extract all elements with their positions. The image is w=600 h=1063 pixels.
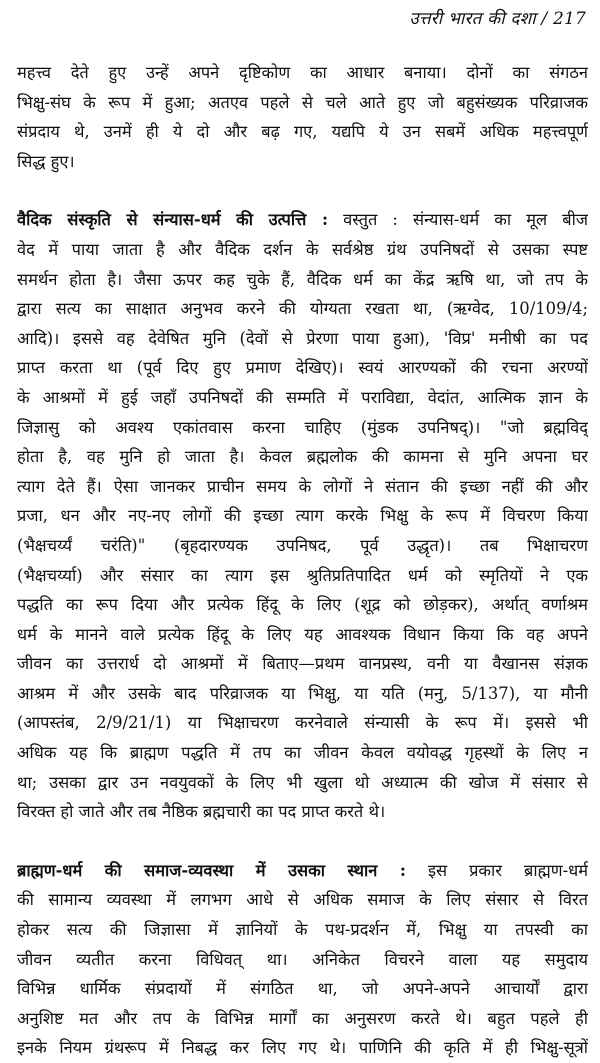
text-line-with-heading [17, 856, 588, 886]
body-text [17, 58, 588, 1063]
text-line: वेद में पाया जाता है और वैदिक दर्शन के सर्वश्रेष्ठ ग्रंथ उपनिषदों से उसका स्पष्ट [17, 239, 588, 259]
text-line: (भैक्षचर्य्यं चरंति)" (बृहदारण्यक उपनिषद, पूर्व उद्धृत)। तब भिक्षाचरण [17, 535, 588, 555]
text-line: विभिन्न धार्मिक संप्रदायों में संगठित था, जो अपने-अपने आचार्यों द्वारा [17, 979, 588, 999]
text-line: संप्रदाय थे, उनमें ही ये दो और बढ़ गए, यद्यपि ये उन सबमें अधिक महत्त्वपूर्ण [17, 122, 588, 142]
text-line: जीवन का उत्तरार्ध दो आश्रमों में बिताए—प्रथम वानप्रस्थ, वनी या वैखानस संज्ञक [17, 654, 588, 674]
text-line: द्वारा सत्य का साक्षात अनुभव करने की योग्यता रखता था, (ऋग्वेद, 10/109/4; [17, 299, 588, 319]
text-line: प्रजा, धन और नए-नए लोगों की इच्छा त्याग करके भिक्षु के रूप में विचरण किया [17, 506, 588, 526]
text-line: जिज्ञासु को अवश्य एकांतवास करना चाहिए (मुंडक उपनिषद्)। "जो ब्रह्मविद् [17, 417, 588, 437]
text-line: अनुशिष्ट मत और तप के विभिन्न मार्गों का अनुसरण करते थे। बहुत पहले ही [17, 1008, 588, 1028]
paragraph-3 [17, 856, 588, 1063]
text-line: अधिक यह कि ब्राह्मण पद्धति में तप का जीवन केवल वयोवद्ध गृहस्थों के लिए न [17, 743, 588, 763]
text-line: पद्धति का रूप दिया और प्रत्येक हिंदू के लिए (शूद्र को छोड़कर), अर्थात् वर्णाश्रम [17, 595, 588, 615]
text-line: विरक्त हो जाते और तब नैष्ठिक ब्रह्मचारी का पद प्राप्त करते थे। [17, 802, 386, 822]
text-line: था; उसका द्वार उन नवयुवकों के लिए भी खुला थो अध्यात्म की खोज में संसार से [17, 772, 588, 792]
text-line: आश्रम में और उसके बाद परिव्राजक या भिक्षु, या यति (मनु, 5/137), या मौनी [17, 683, 588, 703]
text-line: (भैक्षचर्य्या) और संसार का त्याग इस श्रुतिप्रतिपादित धर्म को स्मृतियों ने एक [17, 565, 588, 585]
text-line: जीवन व्यतीत करना विधिवत् था। अनिकेत विचरने वाला यह समुदाय [17, 949, 588, 969]
paragraph-gap [17, 827, 588, 856]
text-line: के आश्रमों में हुई जहाँ उपनिषदों की सम्मति में पराविद्या, वेदांत, आत्मिक ज्ञान के [17, 387, 588, 407]
text-line: होता है, वह मुनि हो जाता है। केवल ब्रह्मलोक की कामना से मुनि अपना घर [17, 447, 588, 467]
text-line: धर्म के मानने वाले प्रत्येक हिंदू के लिए यह आवश्यक विधान किया कि वह अपने [17, 624, 588, 644]
heading-line-rest: वस्तुत : संन्यास-धर्म का मूल बीज [328, 210, 588, 230]
text-line: होकर सत्य की जिज्ञासा में ज्ञानियों के पथ-प्रदर्शन में, भिक्षु या तपस्वी का [17, 920, 588, 940]
text-line: समर्थन होता है। जैसा ऊपर कह चुके हैं, वैदिक धर्म का केंद्र ऋषि था, जो तप के [17, 269, 588, 289]
running-header: उत्तरी भारत की दशा / 217 [409, 9, 586, 29]
paragraph-gap [17, 176, 588, 205]
heading-line-rest: इस प्रकार ब्राह्मण-धर्म [405, 860, 588, 880]
paragraph-2 [17, 205, 588, 826]
text-line: महत्त्व देते हुए उन्हें अपने दृष्टिकोण का आधार बनाया। दोनों का संगठन [17, 63, 588, 82]
paragraph-1 [17, 58, 588, 176]
text-line: (आपस्तंब, 2/9/21/1) या भिक्षाचरण करनेवाले संन्यासी के रूप में। इससे भी [17, 713, 588, 733]
section-heading: वैदिक संस्कृति से संन्यास-धर्म की उत्पत्ति : [17, 210, 329, 230]
text-line: की सामान्य व्यवस्था में लगभग आधे से अधिक समाज के लिए संसार से विरत [17, 890, 588, 910]
text-line: सिद्ध हुए। [17, 151, 75, 171]
text-line: त्याग देते हैं। ऐसा जानकर प्राचीन समय के लोगों ने संतान की इच्छा नहीं की और [17, 476, 588, 496]
text-line: आदि)। इससे वह देवेषित मुनि (देवों से प्रेरणा पाया हुआ), 'विप्र' मनीषी का पद [17, 328, 588, 348]
text-line: इनके नियम ग्रंथरूप में निबद्ध कर लिए गए थे। पाणिनि की कृति में ही भिक्षु-सूत्रों [17, 1038, 588, 1058]
text-line: प्राप्त करता था (पूर्व दिए हुए प्रमाण देखिए)। स्वयं आरण्यकों की रचना अरण्यों [17, 358, 588, 378]
section-heading: ब्राह्मण-धर्म की समाज-व्यवस्था में उसका स्थान : [17, 860, 406, 880]
text-line-with-heading [17, 205, 588, 235]
text-line: भिक्षु-संघ के रूप में हुआ; अतएव पहले से चले आते हुए जो बहुसंख्यक परिव्राजक [17, 92, 588, 112]
